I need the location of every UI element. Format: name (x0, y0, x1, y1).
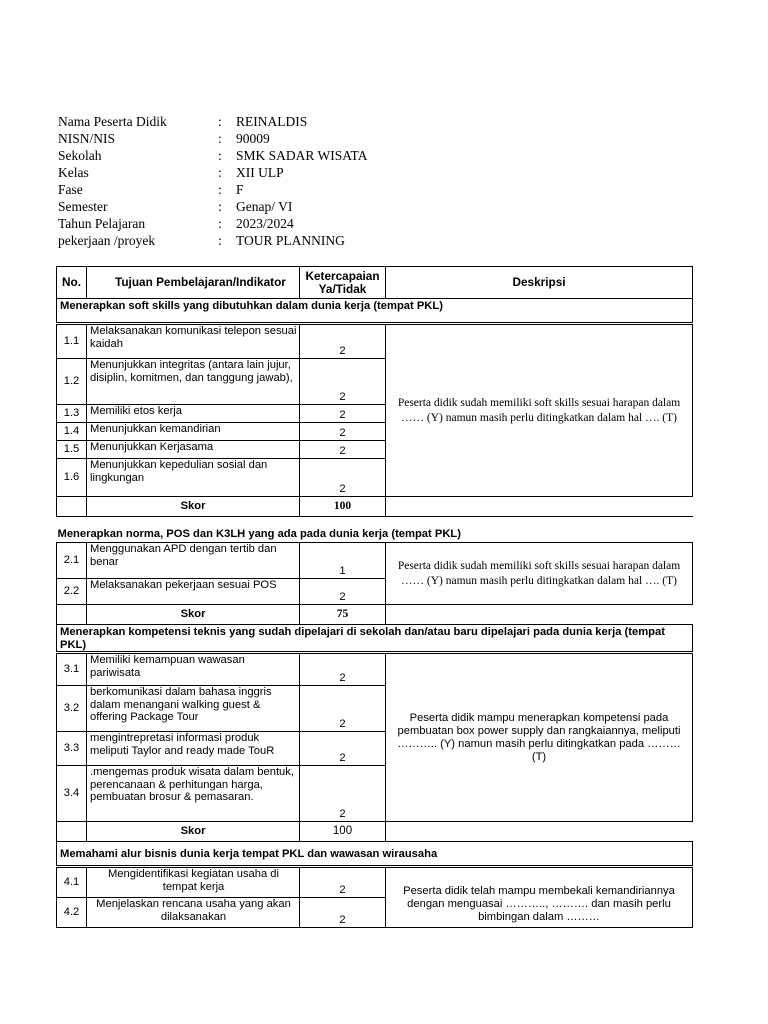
info-label: Kelas (58, 165, 89, 180)
table-row (57, 654, 693, 686)
row-number: 1.5 (57, 441, 87, 459)
info-value: 2023/2024 (236, 216, 294, 231)
achievement-value: 2 (300, 423, 386, 441)
info-label: Semester (58, 199, 108, 214)
info-value: REINALDIS (236, 114, 308, 129)
description-cell: Peserta didik sudah memiliki soft skills sesuai harapan dalam …… (Y) namun masih perlu ditingkatkan dalam hal …. (T) (386, 325, 693, 497)
info-colon: : (218, 182, 222, 197)
info-value: Genap/ VI (236, 199, 293, 214)
info-label: Sekolah (58, 148, 102, 163)
indicator-text: Memiliki kemampuan wawasan pariwisata (87, 654, 300, 686)
skor-row (57, 497, 693, 517)
row-number: 4.2 (57, 898, 87, 928)
achievement-value: 2 (300, 686, 386, 732)
info-colon: : (218, 131, 222, 146)
table-header-row (57, 267, 693, 299)
info-label: Nama Peserta Didik (58, 114, 167, 129)
row-number: 1.4 (57, 423, 87, 441)
row-number: 3.3 (57, 732, 87, 766)
achievement-value: 2 (300, 579, 386, 605)
skor-row (57, 605, 693, 625)
info-colon: : (218, 165, 222, 180)
achievement-value: 2 (300, 766, 386, 822)
info-colon: : (218, 199, 222, 214)
skor-value: 100 (300, 822, 386, 842)
empty-cell (386, 605, 693, 625)
indicator-text: Menunjukkan kemandirian (87, 423, 300, 441)
indicator-text: Mengidentifikasi kegiatan usaha di tempat kerja (87, 868, 300, 898)
row-number: 4.1 (57, 868, 87, 898)
indicator-text: Melaksanakan komunikasi telepon sesuai kaidah (87, 325, 300, 359)
description-cell: Peserta didik sudah memiliki soft skills sesuai harapan dalam …… (Y) namun masih perlu ditingkatkan dalam hal …. (T) (386, 543, 693, 605)
achievement-value: 2 (300, 359, 386, 405)
indicator-text: Menggunakan APD dengan tertib dan benar (87, 543, 300, 579)
info-colon: : (218, 114, 222, 129)
achievement-value: 2 (300, 405, 386, 423)
info-value: XII ULP (236, 165, 284, 180)
indicator-text: mengintrepretasi informasi produk meliputi Taylor and ready made TouR (87, 732, 300, 766)
empty-cell (57, 497, 87, 517)
row-number: 1.1 (57, 325, 87, 359)
achievement-value: 2 (300, 732, 386, 766)
achievement-value: 2 (300, 325, 386, 359)
header-no: No. (57, 267, 87, 299)
info-value: TOUR PLANNING (236, 233, 345, 248)
section-title: Menerapkan kompetensi teknis yang sudah dipelajari di sekolah dan/atau baru dipelajari pada dunia kerja (tempat PKL) (57, 625, 693, 652)
skor-label: Skor (87, 605, 300, 625)
achievement-value: 2 (300, 441, 386, 459)
section-title-row (57, 299, 693, 323)
table-row (57, 325, 693, 359)
row-number: 1.3 (57, 405, 87, 423)
indicator-text: berkomunikasi dalam bahasa inggris dalam menangani walking guest & offering Package Tour (87, 686, 300, 732)
table-row (57, 543, 693, 579)
info-colon: : (218, 233, 222, 248)
skor-value: 75 (300, 605, 386, 625)
info-label: NISN/NIS (58, 131, 116, 146)
row-number: 1.6 (57, 459, 87, 497)
info-label: Tahun Pelajaran (58, 216, 146, 231)
skor-value: 100 (300, 497, 386, 517)
info-value: F (236, 182, 244, 197)
indicator-text: Menjelaskan rencana usaha yang akan dilaksanakan (87, 898, 300, 928)
indicator-text: Menunjukkan Kerjasama (87, 441, 300, 459)
achievement-value: 2 (300, 868, 386, 898)
row-number: 1.2 (57, 359, 87, 405)
indicator-text: Menunjukkan integritas (antara lain jujur, disiplin, komitmen, dan tanggung jawab), (87, 359, 300, 405)
empty-cell (57, 822, 87, 842)
empty-cell (57, 605, 87, 625)
info-label: Fase (58, 182, 83, 197)
description-cell: Peserta didik mampu menerapkan kompetensi pada pembuatan box power supply dan rangkaiannya, meliputi ……….. (Y) namun masih perlu ditingkatkan pada ……… (T) (386, 654, 693, 822)
row-number: 3.2 (57, 686, 87, 732)
empty-cell (386, 822, 693, 842)
section-title: Menerapkan norma, POS dan K3LH yang ada pada dunia kerja (tempat PKL) (57, 517, 693, 543)
section-title-row (57, 625, 693, 652)
achievement-value: 2 (300, 898, 386, 928)
info-colon: : (218, 216, 222, 231)
section-title: Menerapkan soft skills yang dibutuhkan dalam dunia kerja (tempat PKL) (57, 299, 693, 323)
empty-cell (386, 497, 693, 517)
skor-label: Skor (87, 497, 300, 517)
row-number: 2.1 (57, 543, 87, 579)
achievement-value: 1 (300, 543, 386, 579)
skor-row (57, 822, 693, 842)
info-label: pekerjaan /proyek (58, 233, 156, 248)
header-deskripsi: Deskripsi (386, 267, 693, 299)
info-colon: : (218, 148, 222, 163)
section-title: Memahami alur bisnis dunia kerja tempat PKL dan wawasan wirausaha (57, 842, 693, 866)
section-title-row (57, 517, 693, 543)
row-number: 2.2 (57, 579, 87, 605)
description-cell: Peserta didik telah mampu membekali kemandiriannya dengan menguasai ……….., ………. dan masih perlu bimbingan dalam ……… (386, 868, 693, 928)
header-ketercapaian: Ketercapaian Ya/Tidak (300, 267, 386, 299)
info-value: SMK SADAR WISATA (236, 148, 368, 163)
table-row (57, 868, 693, 898)
section-title-row (57, 842, 693, 866)
skor-label: Skor (87, 822, 300, 842)
indicator-text: .mengemas produk wisata dalam bentuk, perencanaan & perhitungan harga, pembuatan brosur & pemasaran. (87, 766, 300, 822)
header-tujuan: Tujuan Pembelajaran/Indikator (87, 267, 300, 299)
info-value: 90009 (236, 131, 270, 146)
achievement-value: 2 (300, 654, 386, 686)
row-number: 3.1 (57, 654, 87, 686)
achievement-value: 2 (300, 459, 386, 497)
indicator-text: Memiliki etos kerja (87, 405, 300, 423)
row-number: 3.4 (57, 766, 87, 822)
indicator-text: Melaksanakan pekerjaan sesuai POS (87, 579, 300, 605)
indicator-text: Menunjukkan kepedulian sosial dan lingkungan (87, 459, 300, 497)
assessment-table (56, 266, 693, 928)
